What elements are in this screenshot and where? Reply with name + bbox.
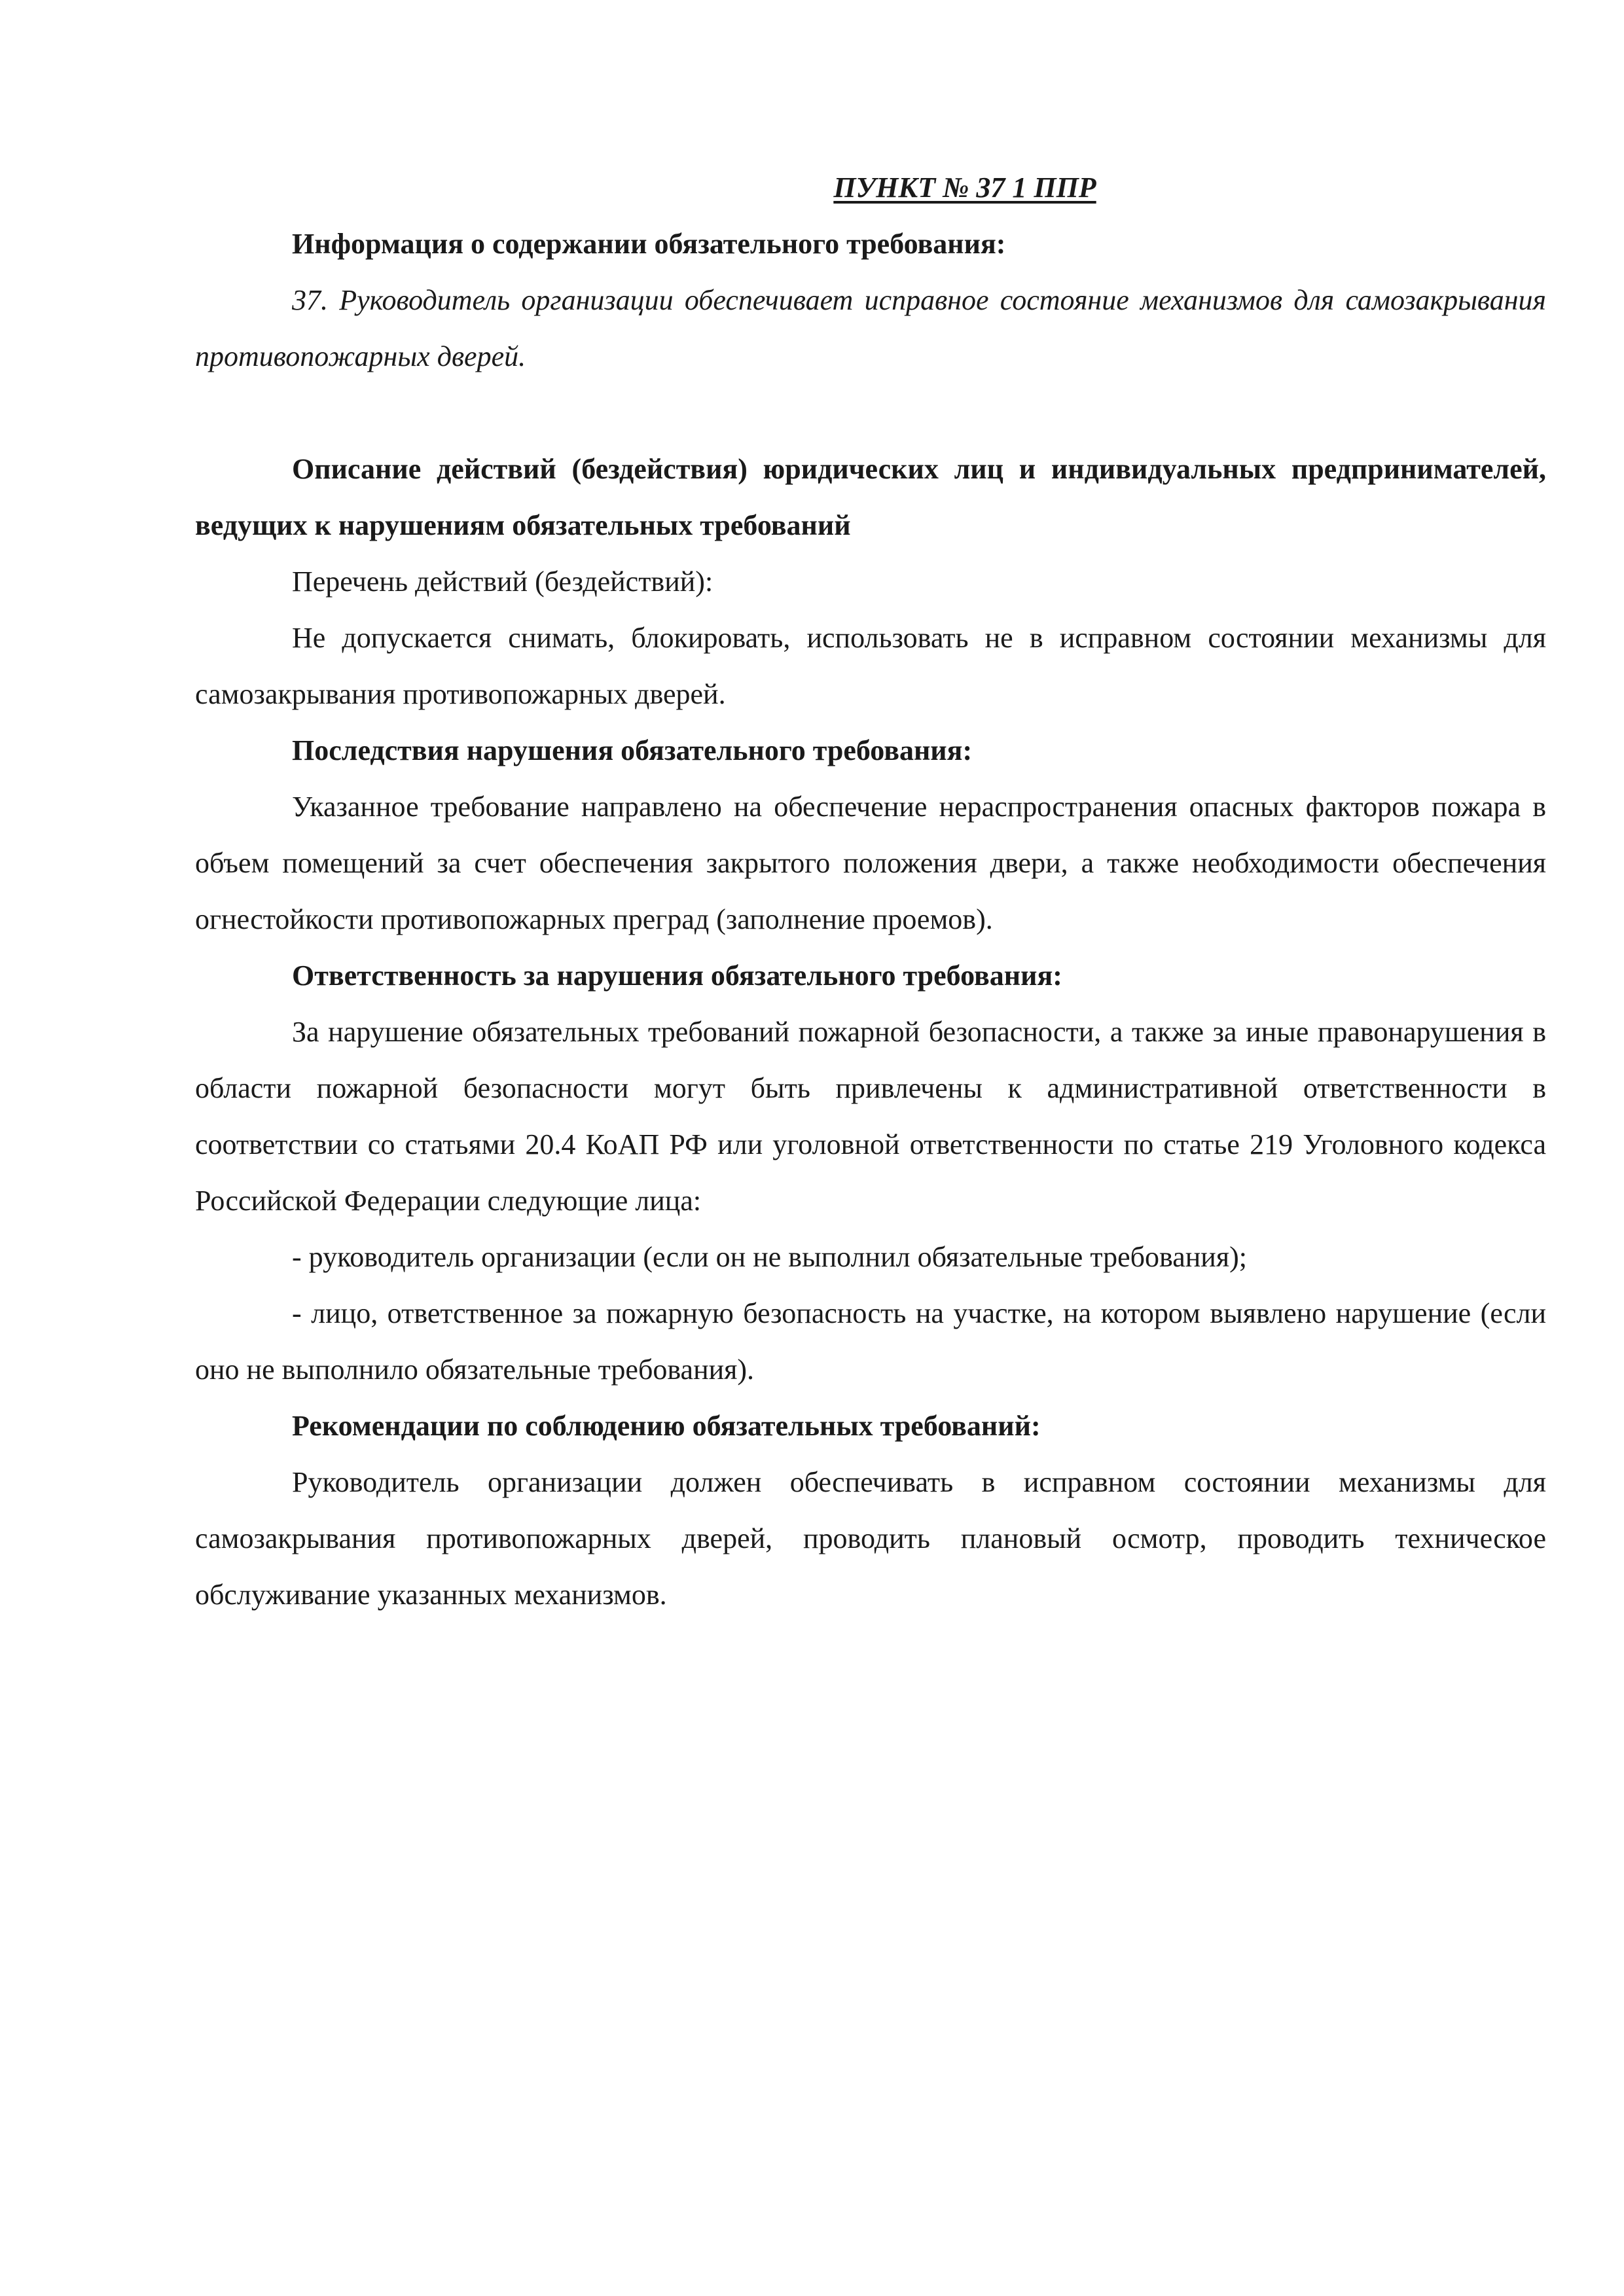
consequences-text: Указанное требование направлено на обеспечение нераспространения опасных факторов пожара в объем помещений за счет обеспечения закрытого положения двери, а также необходимости обеспечения огнестойкости противопожарных преград (заполнение проемов). [195, 791, 1546, 935]
actions-text: Не допускается снимать, блокировать, использовать не в исправном состоянии механизмы для самозакрывания противопожарных дверей. [195, 622, 1546, 710]
recommendations-heading: Рекомендации по соблюдению обязательных требований: [292, 1410, 1041, 1442]
requirement-text: 37. Руководитель организации обеспечивает исправное состояние механизмов для самозакрывания противопожарных дверей. [195, 284, 1546, 372]
document-title: ПУНКТ № 37 1 ППР [833, 171, 1096, 204]
liability-heading: Ответственность за нарушения обязательного требования: [292, 960, 1062, 992]
recommendations-text: Руководитель организации должен обеспечивать в исправном состоянии механизмы для самозакрывания противопожарных дверей, проводить плановый осмотр, проводить техническое обслуживание указанных механизмов. [195, 1466, 1546, 1611]
liability-text: За нарушение обязательных требований пожарной безопасности, а также за иные правонарушения в области пожарной безопасности могут быть привлечены к административной ответственности в соответствии со статьями 20.4 КоАП РФ или уголовной ответственности по статье 219 Уголовного кодекса Российской Федерации следующие лица: [195, 1016, 1546, 1217]
document-page [195, 160, 1546, 1623]
actions-list-label: Перечень действий (бездействий): [292, 565, 713, 598]
actions-heading: Описание действий (бездействия) юридических лиц и индивидуальных предпринимателей, ведущих к нарушениям обязательных требований [195, 453, 1546, 541]
spacer [195, 385, 1546, 441]
liability-item-1: - руководитель организации (если он не выполнил обязательные требования); [292, 1241, 1247, 1273]
liability-item-2: - лицо, ответственное за пожарную безопасность на участке, на котором выявлено нарушение (если оно не выполнило обязательные требования). [195, 1297, 1546, 1386]
consequences-heading: Последствия нарушения обязательного требования: [292, 734, 973, 766]
info-heading: Информация о содержании обязательного требования: [292, 228, 1006, 260]
